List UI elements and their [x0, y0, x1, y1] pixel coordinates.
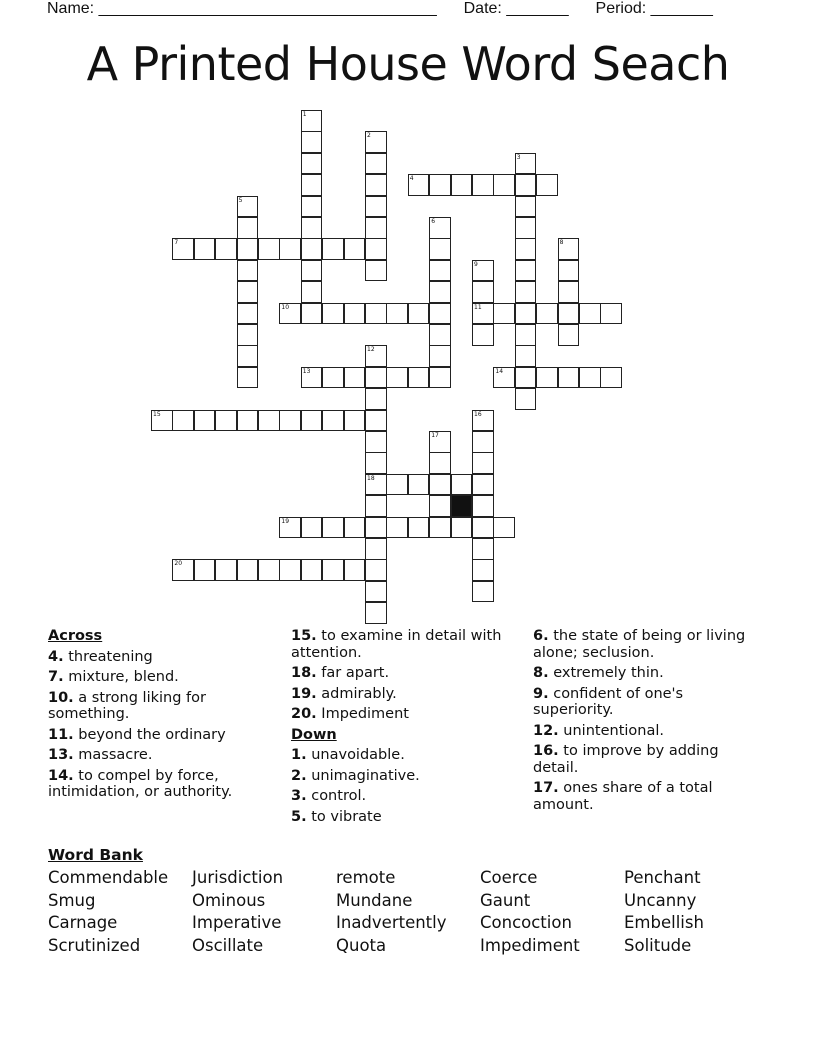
grid-cell[interactable] [472, 324, 494, 346]
grid-cell[interactable] [408, 517, 430, 539]
word-bank-item: Uncanny [624, 891, 697, 910]
grid-cell[interactable] [322, 410, 344, 432]
cell-number: 7 [174, 239, 179, 247]
grid-cell[interactable] [301, 238, 323, 260]
grid-cell[interactable] [258, 410, 280, 432]
grid-cell[interactable] [322, 238, 344, 260]
name-field-label[interactable]: Name: ______________________________________ [47, 0, 437, 17]
grid-cell[interactable] [493, 174, 515, 196]
grid-cell[interactable] [429, 281, 451, 303]
grid-cell[interactable] [429, 452, 451, 474]
word-bank-item: Carnage [48, 913, 118, 932]
grid-cell[interactable] [365, 431, 387, 453]
clue-down-5: 5. to vibrate [291, 808, 382, 825]
grid-cell[interactable] [472, 538, 494, 560]
clue-across-18: 18. far apart. [291, 665, 390, 681]
word-bank-item: Penchant [624, 868, 701, 887]
grid-cell[interactable] [429, 303, 451, 325]
word-bank-item: Coerce [480, 868, 538, 887]
grid-cell[interactable] [365, 303, 387, 325]
clue-down-8: 8. extremely thin. [533, 665, 664, 681]
grid-cell[interactable] [579, 367, 601, 389]
grid-cell[interactable] [365, 452, 387, 474]
clue-down-3: 3. control. [291, 788, 367, 804]
cell-number: 19 [281, 517, 290, 525]
clues-column-1 [48, 628, 273, 805]
grid-cell[interactable] [429, 238, 451, 260]
down-heading: Down [291, 726, 337, 743]
grid-cell[interactable] [365, 131, 387, 153]
grid-cell[interactable] [365, 495, 387, 517]
clue-down-9: 9. confident of one's superiority. [533, 685, 684, 718]
word-bank-item: Gaunt [480, 891, 531, 910]
grid-cell[interactable] [237, 367, 259, 389]
cell-number: 8 [559, 239, 564, 247]
grid-cell[interactable] [237, 281, 259, 303]
grid-cell[interactable] [515, 260, 537, 282]
cell-number: 17 [431, 432, 439, 439]
grid-cell[interactable] [515, 367, 537, 389]
grid-cell[interactable] [472, 174, 494, 196]
grid-cell[interactable] [429, 431, 451, 453]
grid-cell[interactable] [429, 217, 451, 239]
grid-cell[interactable] [515, 217, 537, 239]
clue-down-12: 12. unintentional. [533, 722, 664, 739]
cell-number: 4 [409, 175, 414, 183]
cell-number: 9 [474, 260, 478, 268]
grid-cell[interactable] [365, 388, 387, 410]
grid-cell[interactable] [301, 131, 323, 153]
grid-cell[interactable] [429, 260, 451, 282]
grid-cell[interactable] [472, 431, 494, 453]
grid-cell[interactable] [472, 495, 494, 517]
clue-down-16: 16. to improve by adding detail. [533, 743, 719, 776]
grid-cell[interactable] [237, 217, 259, 239]
grid-cell[interactable] [322, 367, 344, 389]
grid-cell[interactable] [237, 196, 259, 218]
cell-number: 13 [302, 367, 311, 375]
grid-cell[interactable] [558, 367, 580, 389]
word-bank-item: Smug [48, 891, 96, 910]
grid-cell[interactable] [301, 367, 323, 389]
grid-cell[interactable] [279, 517, 301, 539]
clue-down-2: 2. unimaginative. [291, 767, 420, 784]
grid-cell[interactable] [365, 517, 387, 539]
grid-cell[interactable] [279, 410, 301, 432]
word-bank-item: remote [336, 868, 396, 887]
grid-cell[interactable] [472, 410, 494, 432]
cell-number: 14 [495, 367, 504, 375]
grid-cell[interactable] [472, 559, 494, 581]
clue-across-20: 20. Impediment [291, 706, 409, 722]
clue-across-4: 4. threatening [48, 648, 153, 665]
grid-cell[interactable] [344, 303, 366, 325]
grid-cell[interactable] [472, 581, 494, 603]
grid-cell[interactable] [194, 559, 216, 581]
grid-cell[interactable] [515, 153, 537, 175]
grid-cell[interactable] [301, 260, 323, 282]
cell-number: 1 [302, 111, 307, 118]
period-field-label[interactable]: Period: _______ [595, 0, 713, 17]
grid-cell[interactable] [472, 281, 494, 303]
grid-cell[interactable] [301, 217, 323, 239]
grid-cell[interactable] [386, 303, 408, 325]
grid-cell[interactable] [558, 281, 580, 303]
grid-cell[interactable] [365, 260, 387, 282]
grid-cell[interactable] [408, 303, 430, 325]
word-bank-item: Imperative [192, 913, 282, 932]
word-bank-item: Mundane [336, 891, 413, 910]
grid-cell[interactable] [515, 281, 537, 303]
grid-cell[interactable] [172, 238, 194, 260]
word-bank-item: Quota [336, 936, 387, 955]
clue-across-10: 10. a strong liking for something. [48, 689, 206, 722]
grid-cell[interactable] [429, 474, 451, 496]
word-bank-item: Embellish [624, 913, 704, 932]
grid-cell[interactable] [172, 410, 194, 432]
grid-cell[interactable] [172, 559, 194, 581]
grid-cell[interactable] [301, 303, 323, 325]
clue-across-15: 15. to examine in detail with attention. [291, 628, 502, 661]
grid-cell[interactable] [237, 345, 259, 367]
grid-cell[interactable] [515, 303, 537, 325]
grid-cell[interactable] [600, 367, 622, 389]
grid-cell[interactable] [365, 174, 387, 196]
grid-cell[interactable] [493, 517, 515, 539]
grid-cell[interactable] [472, 474, 494, 496]
grid-cell[interactable] [451, 517, 473, 539]
word-bank-item: Ominous [192, 891, 266, 910]
grid-cell[interactable] [365, 345, 387, 367]
word-bank-item: Solitude [624, 936, 692, 955]
word-bank-item: Jurisdiction [192, 868, 284, 887]
clue-across-7: 7. mixture, blend. [48, 669, 179, 685]
grid-cell[interactable] [322, 517, 344, 539]
grid-cell[interactable] [429, 495, 451, 517]
grid-cell[interactable] [429, 345, 451, 367]
grid-cell[interactable] [365, 538, 387, 560]
grid-cell[interactable] [429, 367, 451, 389]
grid-cell[interactable] [365, 410, 387, 432]
grid-cell[interactable] [365, 559, 387, 581]
grid-cell[interactable] [215, 410, 237, 432]
word-bank-item: Inadvertently [336, 913, 447, 932]
grid-cell[interactable] [451, 174, 473, 196]
grid-cell[interactable] [322, 303, 344, 325]
grid-cell[interactable] [194, 410, 216, 432]
clue-down-6: 6. the state of being or living alone; seclusion. [533, 628, 746, 661]
grid-cell[interactable] [365, 153, 387, 175]
grid-cell[interactable] [301, 410, 323, 432]
word-bank-title: Word Bank [48, 846, 143, 864]
clue-across-14: 14. to compel by force, intimidation, or authority. [48, 767, 233, 800]
grid-cell[interactable] [344, 410, 366, 432]
grid-cell[interactable] [536, 367, 558, 389]
grid-cell[interactable] [365, 367, 387, 389]
cell-number: 3 [516, 153, 521, 161]
cell-number: 11 [474, 303, 482, 311]
grid-cell[interactable] [600, 303, 622, 325]
grid-cell[interactable] [558, 303, 580, 325]
grid-cell[interactable] [279, 303, 301, 325]
grid-cell[interactable] [215, 238, 237, 260]
grid-cell[interactable] [301, 559, 323, 581]
grid-cell[interactable] [472, 303, 494, 325]
cell-number: 16 [474, 410, 482, 418]
grid-cell[interactable] [365, 196, 387, 218]
cell-number: 2 [367, 132, 371, 140]
grid-cell[interactable] [515, 238, 537, 260]
grid-cell[interactable] [365, 602, 387, 624]
date-field-label[interactable]: Date: _______ [463, 0, 569, 17]
grid-cell[interactable] [344, 367, 366, 389]
grid-cell[interactable] [386, 474, 408, 496]
word-bank-item: Commendable [48, 868, 169, 887]
cell-number: 15 [153, 410, 161, 418]
black-cell [451, 495, 473, 517]
grid-cell[interactable] [429, 517, 451, 539]
grid-cell[interactable] [237, 260, 259, 282]
grid-cell[interactable] [258, 559, 280, 581]
clue-across-13: 13. massacre. [48, 747, 153, 763]
cell-number: 10 [281, 303, 290, 311]
grid-cell[interactable] [408, 367, 430, 389]
grid-cell[interactable] [386, 367, 408, 389]
grid-cell[interactable] [258, 238, 280, 260]
grid-cell[interactable] [279, 238, 301, 260]
grid-cell[interactable] [151, 410, 173, 432]
grid-cell[interactable] [558, 260, 580, 282]
grid-cell[interactable] [301, 196, 323, 218]
grid-cell[interactable] [301, 517, 323, 539]
clue-down-17: 17. ones share of a total amount. [533, 780, 713, 813]
cell-number: 12 [367, 346, 375, 354]
grid-cell[interactable] [301, 110, 323, 132]
grid-cell[interactable] [472, 517, 494, 539]
grid-cell[interactable] [194, 238, 216, 260]
grid-cell[interactable] [536, 174, 558, 196]
grid-cell[interactable] [451, 474, 473, 496]
grid-cell[interactable] [237, 303, 259, 325]
word-bank-item: Scrutinized [48, 936, 141, 955]
grid-cell[interactable] [215, 559, 237, 581]
grid-cell[interactable] [472, 260, 494, 282]
grid-cell[interactable] [515, 196, 537, 218]
grid-cell[interactable] [493, 303, 515, 325]
cell-number: 20 [174, 560, 183, 568]
grid-cell[interactable] [472, 452, 494, 474]
clue-down-1: 1. unavoidable. [291, 747, 405, 763]
grid-cell[interactable] [515, 174, 537, 196]
grid-cell[interactable] [301, 174, 323, 196]
cell-number: 6 [431, 218, 436, 225]
word-bank-item: Oscillate [192, 936, 264, 955]
grid-cell[interactable] [515, 388, 537, 410]
grid-cell[interactable] [365, 217, 387, 239]
word-bank-item: Concoction [480, 913, 572, 932]
grid-cell[interactable] [365, 581, 387, 603]
across-heading: Across [48, 628, 103, 644]
clue-across-19: 19. admirably. [291, 685, 397, 702]
clue-across-11: 11. beyond the ordinary [48, 726, 226, 743]
grid-cell[interactable] [237, 559, 259, 581]
grid-cell[interactable] [344, 517, 366, 539]
grid-cell[interactable] [301, 281, 323, 303]
grid-cell[interactable] [237, 324, 259, 346]
cell-number: 5 [238, 196, 243, 204]
grid-cell[interactable] [429, 324, 451, 346]
grid-cell[interactable] [365, 238, 387, 260]
grid-cell[interactable] [558, 324, 580, 346]
grid-cell[interactable] [322, 559, 344, 581]
grid-cell[interactable] [237, 238, 259, 260]
grid-cell[interactable] [515, 324, 537, 346]
grid-cell[interactable] [237, 410, 259, 432]
page-title: A Printed House Word Seach [86, 37, 730, 91]
grid-cell[interactable] [579, 303, 601, 325]
grid-cell[interactable] [301, 153, 323, 175]
grid-cell[interactable] [344, 238, 366, 260]
grid-cell[interactable] [386, 517, 408, 539]
word-bank-item: Impediment [480, 936, 580, 955]
grid-cell[interactable] [279, 559, 301, 581]
grid-cell[interactable] [408, 174, 430, 196]
cell-number: 18 [367, 474, 375, 482]
grid-cell[interactable] [429, 174, 451, 196]
grid-cell[interactable] [365, 474, 387, 496]
clues-column-2 [291, 628, 519, 829]
grid-cell[interactable] [515, 345, 537, 367]
grid-cell[interactable] [344, 559, 366, 581]
grid-cell[interactable] [536, 303, 558, 325]
grid-cell[interactable] [493, 367, 515, 389]
grid-cell[interactable] [558, 238, 580, 260]
clues-column-3 [533, 628, 763, 817]
grid-cell[interactable] [408, 474, 430, 496]
